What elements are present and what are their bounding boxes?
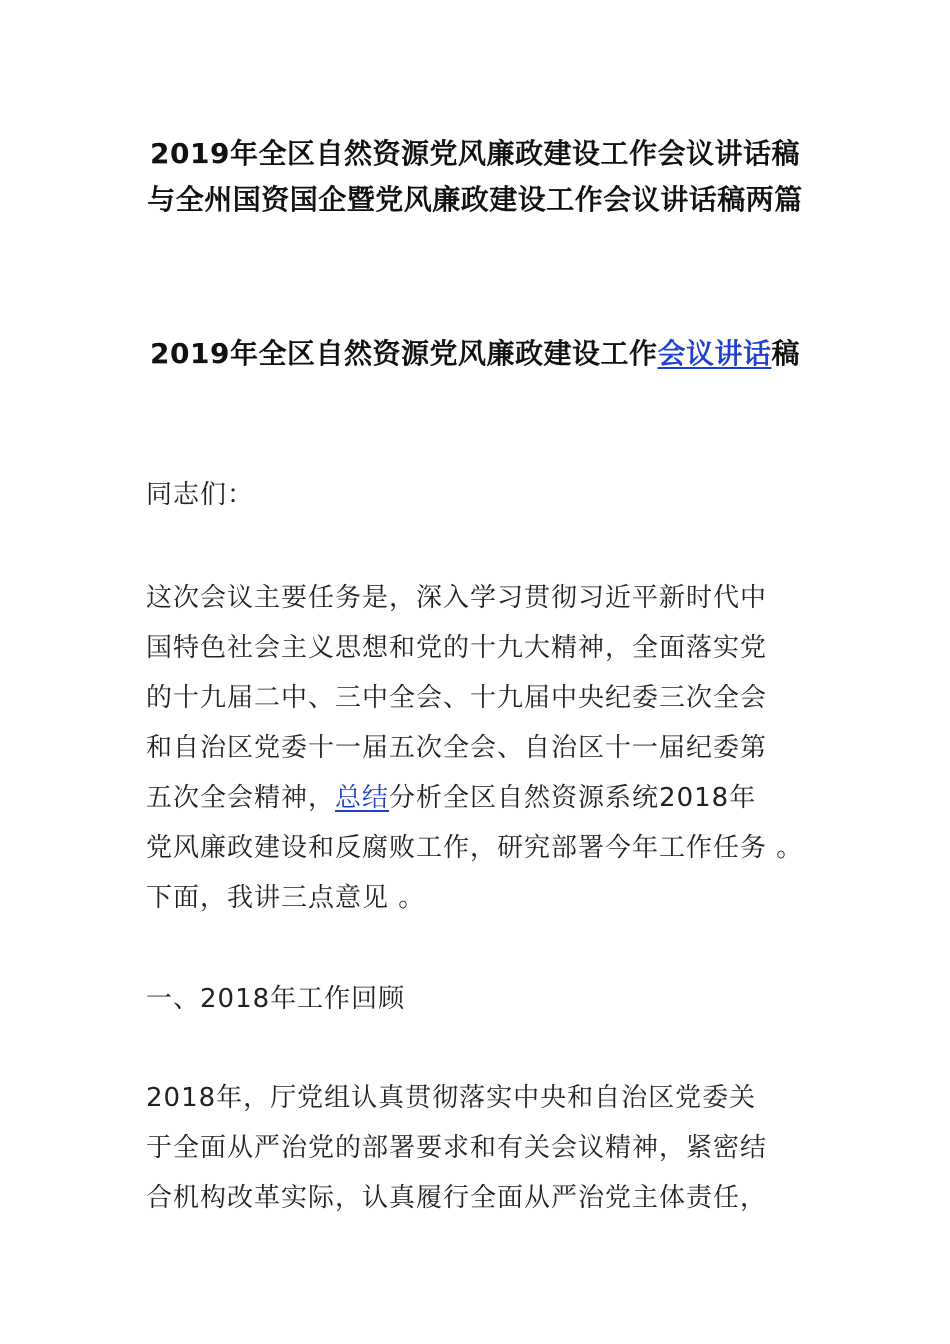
summary-link[interactable]: 总结: [335, 783, 390, 813]
speech-title-suffix: 稿: [771, 337, 800, 370]
paragraph-line: 下面，我讲三点意见 。: [146, 883, 426, 913]
paragraph-line: 这次会议主要任务是，深入学习贯彻习近平新时代中: [146, 583, 768, 613]
line-text: 分析全区自然资源系统2018年: [389, 783, 757, 813]
review-paragraph: [146, 1073, 836, 1223]
line-text: 五次全会精神，: [146, 783, 336, 813]
paragraph-line: 党风廉政建设和反腐败工作，研究部署今年工作任务 。: [146, 833, 804, 863]
section-heading-text: 一、2018年工作回顾: [146, 984, 406, 1014]
paragraph-line: 于全面从严治党的部署要求和有关会议精神，紧密结: [146, 1133, 768, 1163]
paragraph-line: 2018年，厅党组认真贯彻落实中央和自治区党委关: [146, 1083, 757, 1113]
salutation-text: 同志们：: [146, 480, 255, 510]
paragraph-line: 合机构改革实际，认真履行全面从严治党主体责任，: [146, 1183, 768, 1213]
intro-paragraph: [146, 573, 836, 923]
paragraph-line-with-link: [146, 773, 836, 823]
document-title-line-2: 与全州国资国企暨党风廉政建设工作会议讲话稿两篇: [147, 183, 803, 216]
salutation: [146, 470, 836, 520]
speech-title-link[interactable]: 会议讲话: [657, 337, 772, 370]
speech-title-text: 2019年全区自然资源党风廉政建设工作: [150, 337, 658, 370]
section-heading: [146, 974, 836, 1024]
paragraph-line: 的十九届二中、三中全会、十九届中央纪委三次全会: [146, 683, 768, 713]
document-title-line-1: 2019年全区自然资源党风廉政建设工作会议讲话稿: [150, 137, 800, 170]
speech-title: [0, 330, 950, 378]
paragraph-line: 国特色社会主义思想和党的十九大精神，全面落实党: [146, 633, 768, 663]
paragraph-line: 和自治区党委十一届五次全会、自治区十一届纪委第: [146, 733, 768, 763]
